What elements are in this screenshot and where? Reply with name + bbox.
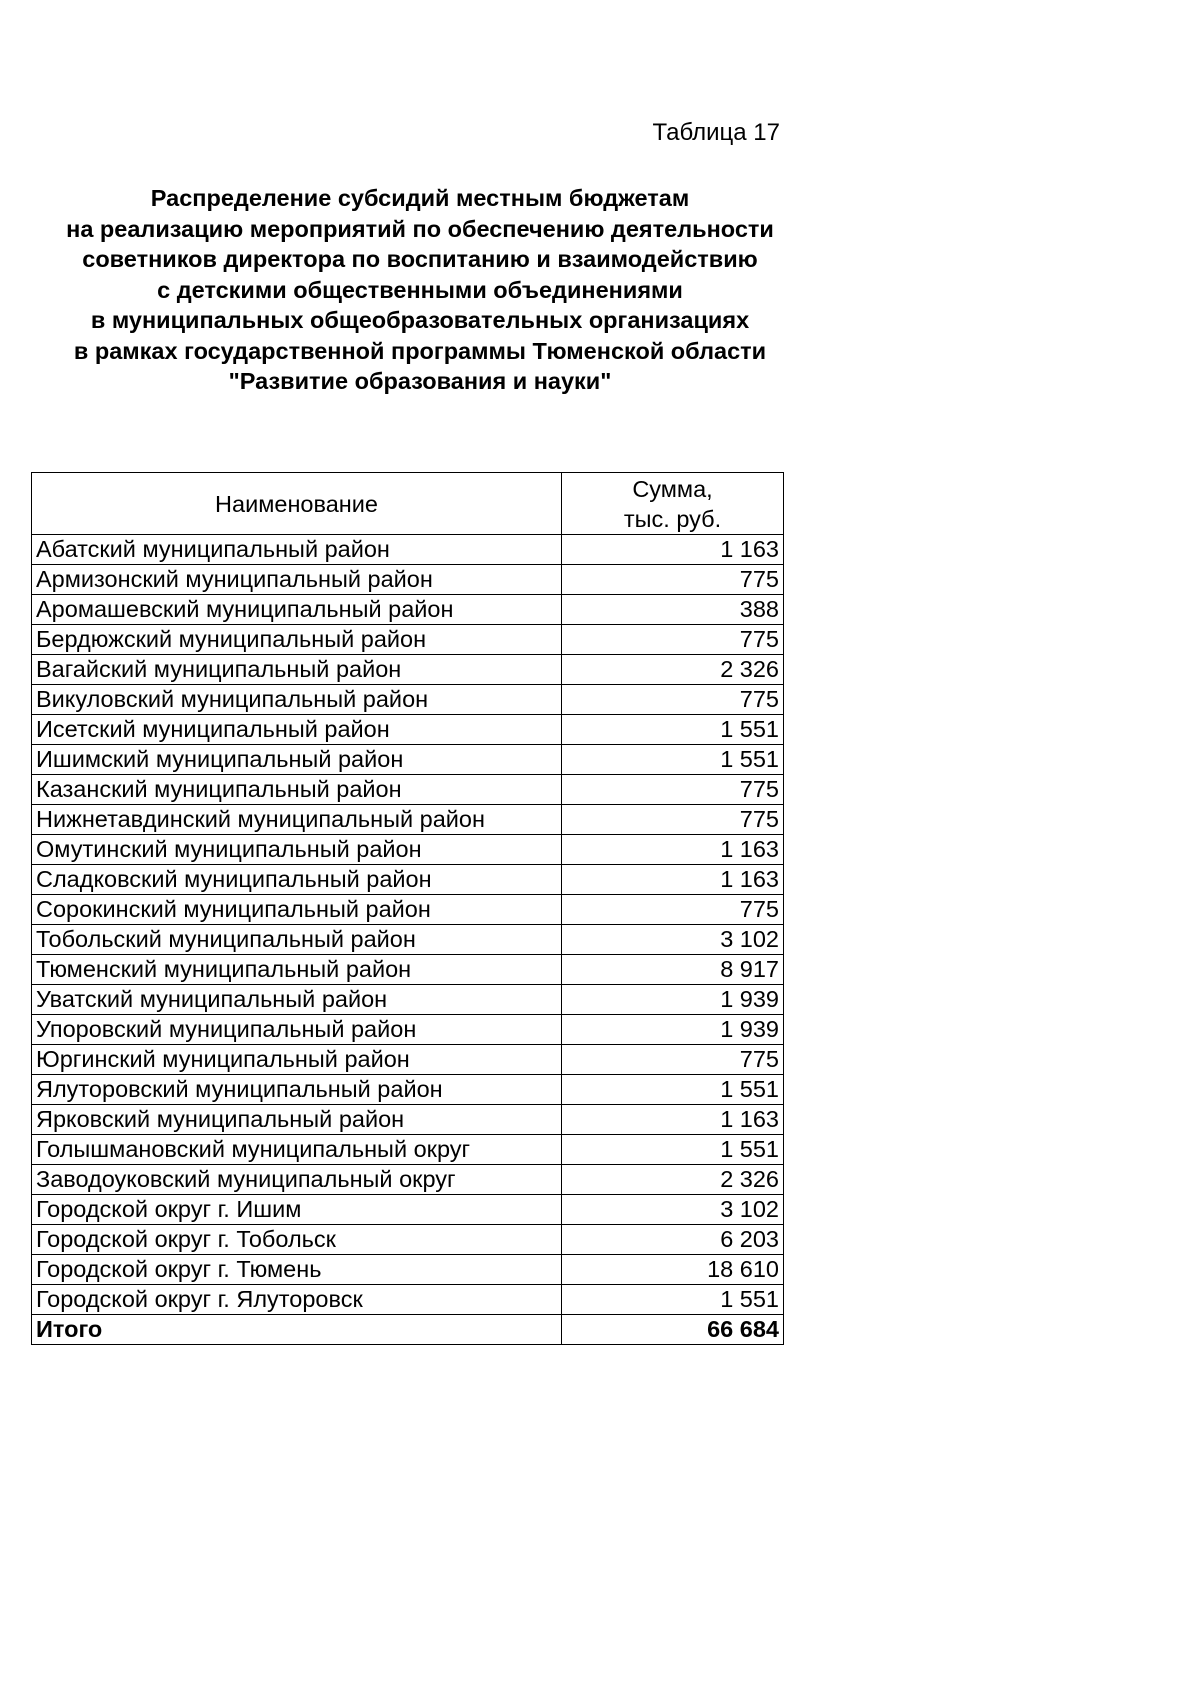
row-sum: 775 xyxy=(562,625,784,655)
row-name: Исетский муниципальный район xyxy=(32,715,562,745)
table-row xyxy=(32,1195,784,1225)
header-sum-line2: тыс. руб. xyxy=(623,505,722,532)
title-line: Распределение субсидий местным бюджетам xyxy=(150,185,690,211)
title-line: с детскими общественными объединениями xyxy=(157,276,683,303)
row-sum: 3 102 xyxy=(562,1195,784,1225)
row-sum: 1 551 xyxy=(562,1285,784,1315)
row-name: Сладковский муниципальный район xyxy=(32,865,562,895)
table-row xyxy=(32,595,784,625)
row-sum: 1 163 xyxy=(562,865,784,895)
total-row xyxy=(32,1315,784,1345)
table-row xyxy=(32,1255,784,1285)
row-name: Тюменский муниципальный район xyxy=(32,955,562,985)
total-label: Итого xyxy=(32,1315,562,1345)
title-line: на реализацию мероприятий по обеспечению деятельности xyxy=(66,215,774,242)
row-name: Казанский муниципальный район xyxy=(32,775,562,805)
row-name: Омутинский муниципальный район xyxy=(32,835,562,865)
table-row xyxy=(32,985,784,1015)
row-sum: 1 163 xyxy=(562,1105,784,1135)
row-name: Абатский муниципальный район xyxy=(32,535,562,565)
table-row xyxy=(32,1105,784,1135)
row-sum: 6 203 xyxy=(562,1225,784,1255)
row-sum: 2 326 xyxy=(562,655,784,685)
title-line: в муниципальных общеобразовательных организациях xyxy=(90,307,750,333)
table-row xyxy=(32,1165,784,1195)
row-sum: 775 xyxy=(562,565,784,595)
row-sum: 1 939 xyxy=(562,1015,784,1045)
table-row xyxy=(32,1075,784,1105)
table-row xyxy=(32,1285,784,1315)
title-line: в рамках государственной программы Тюменской области xyxy=(73,337,767,364)
table-number: Таблица 17 xyxy=(652,119,780,146)
row-sum: 1 551 xyxy=(562,1075,784,1105)
row-name: Заводоуковский муниципальный округ xyxy=(32,1165,562,1195)
row-name: Ишимский муниципальный район xyxy=(32,745,562,775)
header-sum xyxy=(562,473,784,535)
row-name: Городской округ г. Тобольск xyxy=(32,1225,562,1255)
table-row xyxy=(32,1015,784,1045)
row-sum: 1 163 xyxy=(562,535,784,565)
row-name: Армизонский муниципальный район xyxy=(32,565,562,595)
row-sum: 775 xyxy=(562,1045,784,1075)
title-line: "Развитие образования и науки" xyxy=(228,368,612,394)
row-name: Ялуторовский муниципальный район xyxy=(32,1075,562,1105)
row-sum: 18 610 xyxy=(562,1255,784,1285)
row-name: Ярковский муниципальный район xyxy=(32,1105,562,1135)
row-sum: 775 xyxy=(562,775,784,805)
row-sum: 775 xyxy=(562,805,784,835)
table-row xyxy=(32,775,784,805)
title-line: советников директора по воспитанию и взаимодействию xyxy=(82,246,758,272)
subsidy-table xyxy=(31,472,784,1345)
table-row xyxy=(32,955,784,985)
table-body xyxy=(32,535,784,1315)
row-sum: 3 102 xyxy=(562,925,784,955)
table-row xyxy=(32,535,784,565)
row-sum: 1 551 xyxy=(562,745,784,775)
row-name: Бердюжский муниципальный район xyxy=(32,625,562,655)
table-row xyxy=(32,655,784,685)
table-row xyxy=(32,1225,784,1255)
header-name: Наименование xyxy=(32,473,562,535)
total-sum: 66 684 xyxy=(562,1315,784,1345)
row-name: Юргинский муниципальный район xyxy=(32,1045,562,1075)
row-name: Городской округ г. Тюмень xyxy=(32,1255,562,1285)
table-row xyxy=(32,745,784,775)
table-header-row xyxy=(32,473,784,535)
row-name: Вагайский муниципальный район xyxy=(32,655,562,685)
row-name: Голышмановский муниципальный округ xyxy=(32,1135,562,1165)
row-name: Нижнетавдинский муниципальный район xyxy=(32,805,562,835)
table-row xyxy=(32,715,784,745)
row-name: Сорокинский муниципальный район xyxy=(32,895,562,925)
row-name: Городской округ г. Ишим xyxy=(32,1195,562,1225)
row-name: Викуловский муниципальный район xyxy=(32,685,562,715)
table-row xyxy=(32,865,784,895)
row-name: Аромашевский муниципальный район xyxy=(32,595,562,625)
table-row xyxy=(32,625,784,655)
row-sum: 775 xyxy=(562,895,784,925)
row-sum: 1 163 xyxy=(562,835,784,865)
table-row xyxy=(32,685,784,715)
table-row xyxy=(32,895,784,925)
header-sum-line1: Сумма, xyxy=(632,475,713,502)
row-sum: 8 917 xyxy=(562,955,784,985)
row-sum: 2 326 xyxy=(562,1165,784,1195)
row-sum: 775 xyxy=(562,685,784,715)
row-sum: 388 xyxy=(562,595,784,625)
table-row xyxy=(32,925,784,955)
table-row xyxy=(32,805,784,835)
table-row xyxy=(32,1135,784,1165)
row-name: Тобольский муниципальный район xyxy=(32,925,562,955)
table-row xyxy=(32,1045,784,1075)
row-name: Городской округ г. Ялуторовск xyxy=(32,1285,562,1315)
table-row xyxy=(32,565,784,595)
row-sum: 1 939 xyxy=(562,985,784,1015)
document-title xyxy=(0,183,840,397)
table-row xyxy=(32,835,784,865)
row-name: Уватский муниципальный район xyxy=(32,985,562,1015)
row-sum: 1 551 xyxy=(562,1135,784,1165)
row-sum: 1 551 xyxy=(562,715,784,745)
row-name: Упоровский муниципальный район xyxy=(32,1015,562,1045)
